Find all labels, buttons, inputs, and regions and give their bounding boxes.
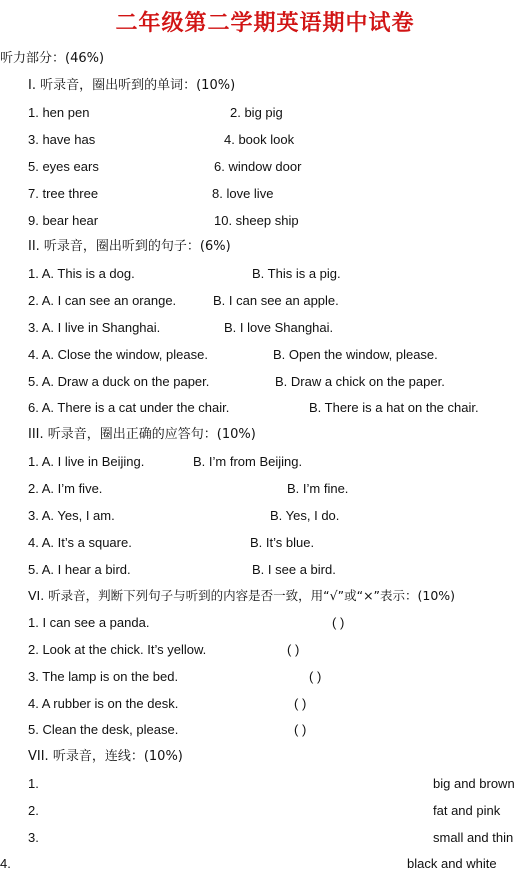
sec2-item-3-b: B. I love Shanghai.: [224, 320, 334, 335]
sec1-item-9: 9. bear hear: [28, 213, 99, 228]
section-3-heading: III. 听录音，圈出正确的应答句：(10%): [28, 427, 256, 442]
section-2-heading: II. 听录音，圈出听到的句子：(6%): [28, 239, 231, 254]
sec4-answer-box-2[interactable]: ( ): [287, 642, 300, 657]
sec5-phrase-2: fat and pink: [433, 803, 501, 818]
sec4-item-4: 4. A rubber is on the desk.: [28, 696, 179, 711]
listening-part-label: 听力部分：(46%): [0, 51, 105, 66]
section-1-heading: I. 听录音，圈出听到的单词：(10%): [28, 78, 236, 93]
sec4-item-2: 2. Look at the chick. It’s yellow.: [28, 642, 207, 657]
sec3-item-3-a: 3. A. Yes, I am.: [28, 508, 115, 523]
section-5-heading: VII. 听录音，连线：(10%): [28, 749, 183, 764]
sec5-number-2: 2.: [28, 803, 39, 818]
sec2-item-1-a: 1. A. This is a dog.: [28, 266, 135, 281]
sec2-item-5-b: B. Draw a chick on the paper.: [275, 374, 445, 389]
sec4-item-1: 1. I can see a panda.: [28, 615, 150, 630]
sec4-answer-box-4[interactable]: ( ): [294, 696, 307, 711]
sec5-number-1: 1.: [28, 776, 39, 791]
sec2-item-6-b: B. There is a hat on the chair.: [309, 400, 479, 415]
sec3-item-4-a: 4. A. It’s a square.: [28, 535, 132, 550]
sec3-item-5-b: B. I see a bird.: [252, 562, 336, 577]
sec5-number-4: 4.: [0, 856, 11, 871]
sec3-item-1-a: 1. A. I live in Beijing.: [28, 454, 145, 469]
sec1-item-10: 10. sheep ship: [214, 213, 299, 228]
sec2-item-2-a: 2. A. I can see an orange.: [28, 293, 177, 308]
sec2-item-6-a: 6. A. There is a cat under the chair.: [28, 400, 230, 415]
sec5-phrase-3: small and thin: [433, 830, 514, 845]
sec4-answer-box-3[interactable]: ( ): [309, 669, 322, 684]
sec4-answer-box-5[interactable]: ( ): [294, 722, 307, 737]
sec1-item-5: 5. eyes ears: [28, 159, 99, 174]
sec3-item-3-b: B. Yes, I do.: [270, 508, 340, 523]
sec5-phrase-1: big and brown: [433, 776, 515, 791]
sec3-item-5-a: 5. A. I hear a bird.: [28, 562, 131, 577]
sec3-item-4-b: B. It’s blue.: [250, 535, 315, 550]
sec2-item-3-a: 3. A. I live in Shanghai.: [28, 320, 161, 335]
sec1-item-7: 7. tree three: [28, 186, 99, 201]
sec2-item-4-a: 4. A. Close the window, please.: [28, 347, 208, 362]
sec1-item-6: 6. window door: [214, 159, 302, 174]
section-4-heading: VI. 听录音，判断下列句子与听到的内容是否一致，用“√”或“×”表示：(10%): [28, 588, 456, 603]
sec5-phrase-4: black and white: [407, 856, 497, 871]
sec2-item-1-b: B. This is a pig.: [252, 266, 341, 281]
sec3-item-1-b: B. I’m from Beijing.: [193, 454, 303, 469]
exam-title: 二年级第二学期英语期中试卷: [115, 10, 415, 36]
sec1-item-4: 4. book look: [224, 132, 295, 147]
sec1-item-3: 3. have has: [28, 132, 96, 147]
sec1-item-1: 1. hen pen: [28, 105, 90, 120]
sec4-answer-box-1[interactable]: ( ): [332, 615, 345, 630]
sec2-item-2-b: B. I can see an apple.: [213, 293, 339, 308]
sec1-item-8: 8. love live: [212, 186, 274, 201]
sec3-item-2-a: 2. A. I’m five.: [28, 481, 103, 496]
sec1-item-2: 2. big pig: [230, 105, 283, 120]
sec3-item-2-b: B. I’m fine.: [287, 481, 349, 496]
sec2-item-5-a: 5. A. Draw a duck on the paper.: [28, 374, 210, 389]
sec4-item-3: 3. The lamp is on the bed.: [28, 669, 179, 684]
sec4-item-5: 5. Clean the desk, please.: [28, 722, 179, 737]
sec5-number-3: 3.: [28, 830, 39, 845]
sec2-item-4-b: B. Open the window, please.: [273, 347, 438, 362]
